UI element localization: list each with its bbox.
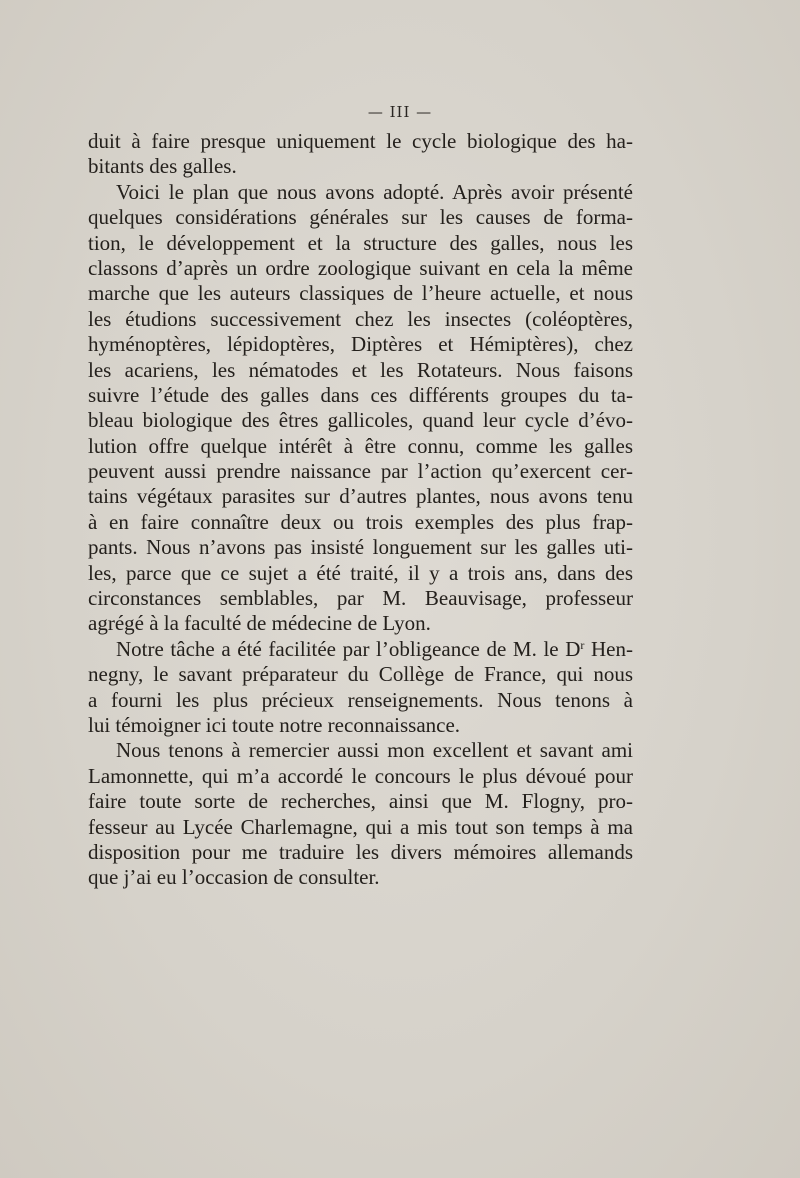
text-line: disposition pour me traduire les divers mémoires allemands — [88, 839, 633, 864]
text-line: les acariens, les nématodes et les Rotateurs. Nous faisons — [88, 357, 633, 382]
text-line: duit à faire presque uniquement le cycle biologique des ha- — [88, 129, 633, 153]
text-line: Lamonnette, qui m’a accordé le concours le plus dévoué pour — [88, 763, 633, 788]
text-line — [88, 637, 633, 662]
text-line: Nous tenons à remercier aussi mon excellent et savant ami — [116, 738, 633, 763]
text-line: tion, le développement et la structure des galles, nous les — [88, 230, 633, 255]
text-line: que j’ai eu l’occasion de consulter. — [88, 865, 380, 890]
text-segment: Hen- — [584, 636, 633, 661]
superscript: r — [580, 637, 585, 652]
text-line: peuvent aussi prendre naissance par l’action qu’exercent cer- — [88, 459, 633, 484]
text-segment: Notre tâche a été facilitée par l’obligeance de M. le D — [116, 636, 581, 661]
paragraph — [88, 180, 633, 637]
text-line: suivre l’étude des galles dans ces différents groupes du ta- — [88, 382, 633, 407]
text-line: Voici le plan que nous avons adopté. Après avoir présenté — [116, 179, 633, 204]
text-line: negny, le savant préparateur du Collège de France, qui nous — [88, 662, 633, 687]
text-line: a fourni les plus précieux renseignements. Nous tenons à — [88, 687, 633, 712]
text-line: bleau biologique des êtres gallicoles, quand leur cycle d’évo- — [88, 408, 633, 433]
paragraph — [88, 129, 633, 180]
text-line: bitants des galles. — [88, 154, 237, 179]
text-line: les, parce que ce sujet a été traité, il y a trois ans, dans des — [88, 560, 633, 585]
text-line: pants. Nous n’avons pas insisté longuement sur les galles uti- — [88, 535, 633, 560]
text-line: circonstances semblables, par M. Beauvisage, professeur — [88, 586, 633, 611]
text-line: agrégé à la faculté de médecine de Lyon. — [88, 611, 431, 636]
text-line: fesseur au Lycée Charlemagne, qui a mis tout son temps à ma — [88, 814, 633, 839]
page-number: — III — — [367, 103, 433, 121]
text-line: à en faire connaître deux ou trois exemples des plus frap- — [88, 509, 633, 534]
text-line: tains végétaux parasites sur d’autres plantes, nous avons tenu — [88, 484, 633, 509]
text-line: faire toute sorte de recherches, ainsi que M. Flogny, pro- — [88, 789, 633, 814]
body-text — [88, 129, 633, 891]
text-line: classons d’après un ordre zoologique suivant en cela la même — [88, 255, 633, 280]
text-line: quelques considérations générales sur les causes de forma- — [88, 205, 633, 230]
text-line: lution offre quelque intérêt à être connu, comme les galles — [88, 433, 633, 458]
paragraph — [88, 637, 633, 739]
text-line: les étudions successivement chez les insectes (coléoptères, — [88, 306, 633, 331]
paragraph — [88, 738, 633, 890]
text-line: hyménoptères, lépidoptères, Diptères et Hémiptères), chez — [88, 332, 633, 357]
text-line: lui témoigner ici toute notre reconnaissance. — [88, 712, 461, 737]
text-line: marche que les auteurs classiques de l’heure actuelle, et nous — [88, 281, 633, 306]
